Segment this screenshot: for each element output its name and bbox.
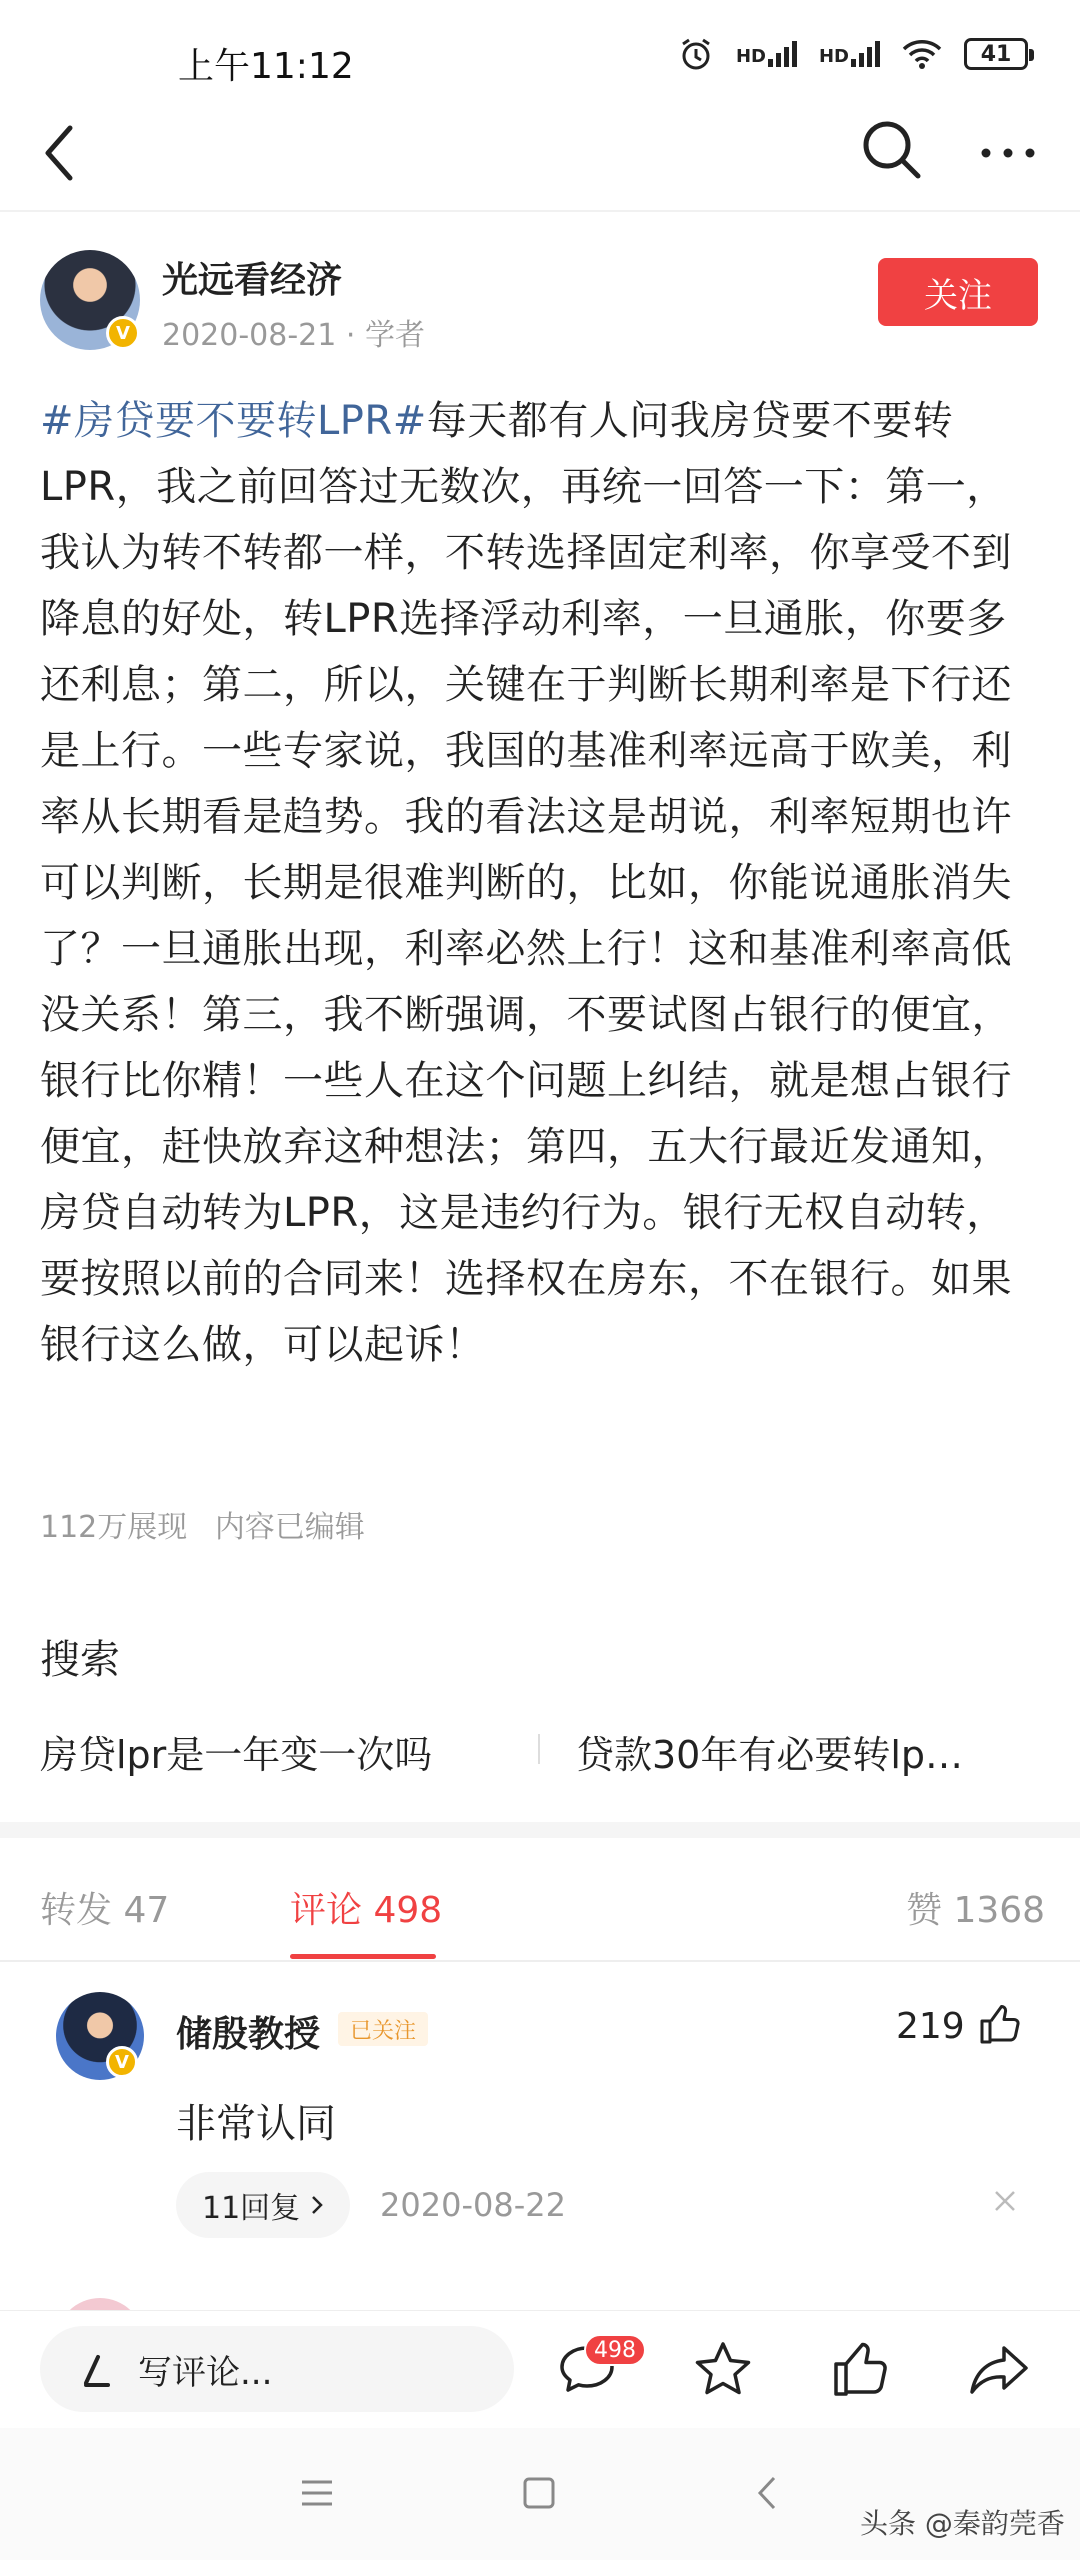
signal-label-1: HD — [735, 46, 766, 67]
post-body — [40, 388, 1040, 1378]
share-icon[interactable] — [968, 2338, 1030, 2400]
like-icon[interactable] — [830, 2338, 892, 2400]
wifi-icon — [902, 38, 942, 70]
view-count: 112万展现 — [40, 1510, 188, 1545]
back-icon[interactable] — [36, 118, 86, 188]
comment-date: 2020-08-22 — [380, 2186, 566, 2224]
pen-icon — [76, 2349, 116, 2389]
tab-repost[interactable]: 转发 47 — [40, 1890, 170, 1931]
search-separator — [538, 1734, 540, 1764]
edited-note: 内容已编辑 — [214, 1510, 365, 1545]
more-icon[interactable] — [978, 128, 1038, 178]
comment-text: 非常认同 — [176, 2101, 336, 2147]
tab-likes[interactable]: 赞 1368 — [906, 1890, 1046, 1931]
search-icon[interactable] — [858, 116, 924, 182]
tab-divider — [0, 1960, 1080, 1962]
signal-icon-1 — [736, 41, 797, 67]
active-tab-indicator — [290, 1954, 436, 1959]
menu-icon[interactable] — [300, 2478, 334, 2508]
replies-button[interactable] — [176, 2172, 350, 2238]
comment-input[interactable] — [40, 2326, 514, 2412]
author-name[interactable]: 光远看经济 — [162, 260, 343, 301]
search-section-title: 搜索 — [40, 1637, 120, 1683]
comment-placeholder: 写评论... — [138, 2352, 273, 2393]
status-time: 上午11:12 — [178, 46, 354, 87]
watermark: 头条 @秦韵莞香 — [860, 2507, 1065, 2540]
commenter-name[interactable]: 储殷教授 — [176, 2014, 321, 2055]
close-icon[interactable] — [990, 2186, 1020, 2216]
search-suggestion-2[interactable]: 贷款30年有必要转lp… — [576, 1733, 964, 1777]
verified-icon: V — [106, 316, 140, 350]
signal-label-2: HD — [818, 46, 849, 67]
follow-button[interactable]: 关注 — [878, 258, 1038, 326]
system-back-icon[interactable] — [752, 2474, 782, 2512]
chevron-right-icon — [310, 2194, 324, 2216]
post-text: 每天都有人问我房贷要不要转LPR，我之前回答过无数次，再统一回答一下：第一，我认为转不转都一样，不转选择固定利率，你享受不到降息的好处，转LPR选择浮动利率，一旦通胀，你要多还利息；第二，所以，关键在于判断长期利率是下行还是上行。一些专家说，我国的基准利率远高于欧美，利率从长期看是趋势。我的看法这是胡说，利率短期也许可以判断，长期是很难判断的，比如，你能说通胀消失了？一旦通胀出现，利率必然上行！这和基准利率高低没关系！第三，我不断强调，不要试图占银行的便宜，银行比你精！一些人在这个问题上纠结，就是想占银行便宜，赶快放弃这种想法；第四，五大行最近发通知，房贷自动转为LPR，这是违约行为。银行无权自动转，要按照以前的合同来！选择权在房东，不在银行。如果银行这么做，可以起诉！ — [40, 398, 1012, 1368]
comment-like-count: 219 — [896, 2006, 965, 2047]
hashtag-link[interactable]: #房贷要不要转LPR# — [40, 398, 427, 444]
star-icon[interactable] — [692, 2338, 754, 2400]
header-divider — [0, 210, 1080, 212]
post-stats — [40, 1502, 365, 1546]
status-icons — [678, 36, 1028, 72]
alarm-icon — [678, 36, 714, 72]
signal-icon-2 — [819, 41, 880, 67]
followed-badge: 已关注 — [338, 2012, 428, 2046]
home-icon[interactable] — [522, 2476, 556, 2510]
thumbs-up-icon[interactable] — [978, 2002, 1022, 2046]
tab-comments[interactable]: 评论 498 — [290, 1890, 443, 1931]
replies-count: 11回复 — [202, 2191, 301, 2226]
commenter-verified-icon: V — [106, 2046, 138, 2078]
comment-count-badge: 498 — [584, 2334, 646, 2366]
battery-icon — [964, 38, 1028, 70]
section-gap — [0, 1822, 1080, 1838]
battery-level: 41 — [980, 41, 1012, 67]
author-meta: 2020-08-21 · 学者 — [162, 318, 425, 353]
search-suggestion-1[interactable]: 房贷lpr是一年变一次吗 — [40, 1733, 433, 1777]
